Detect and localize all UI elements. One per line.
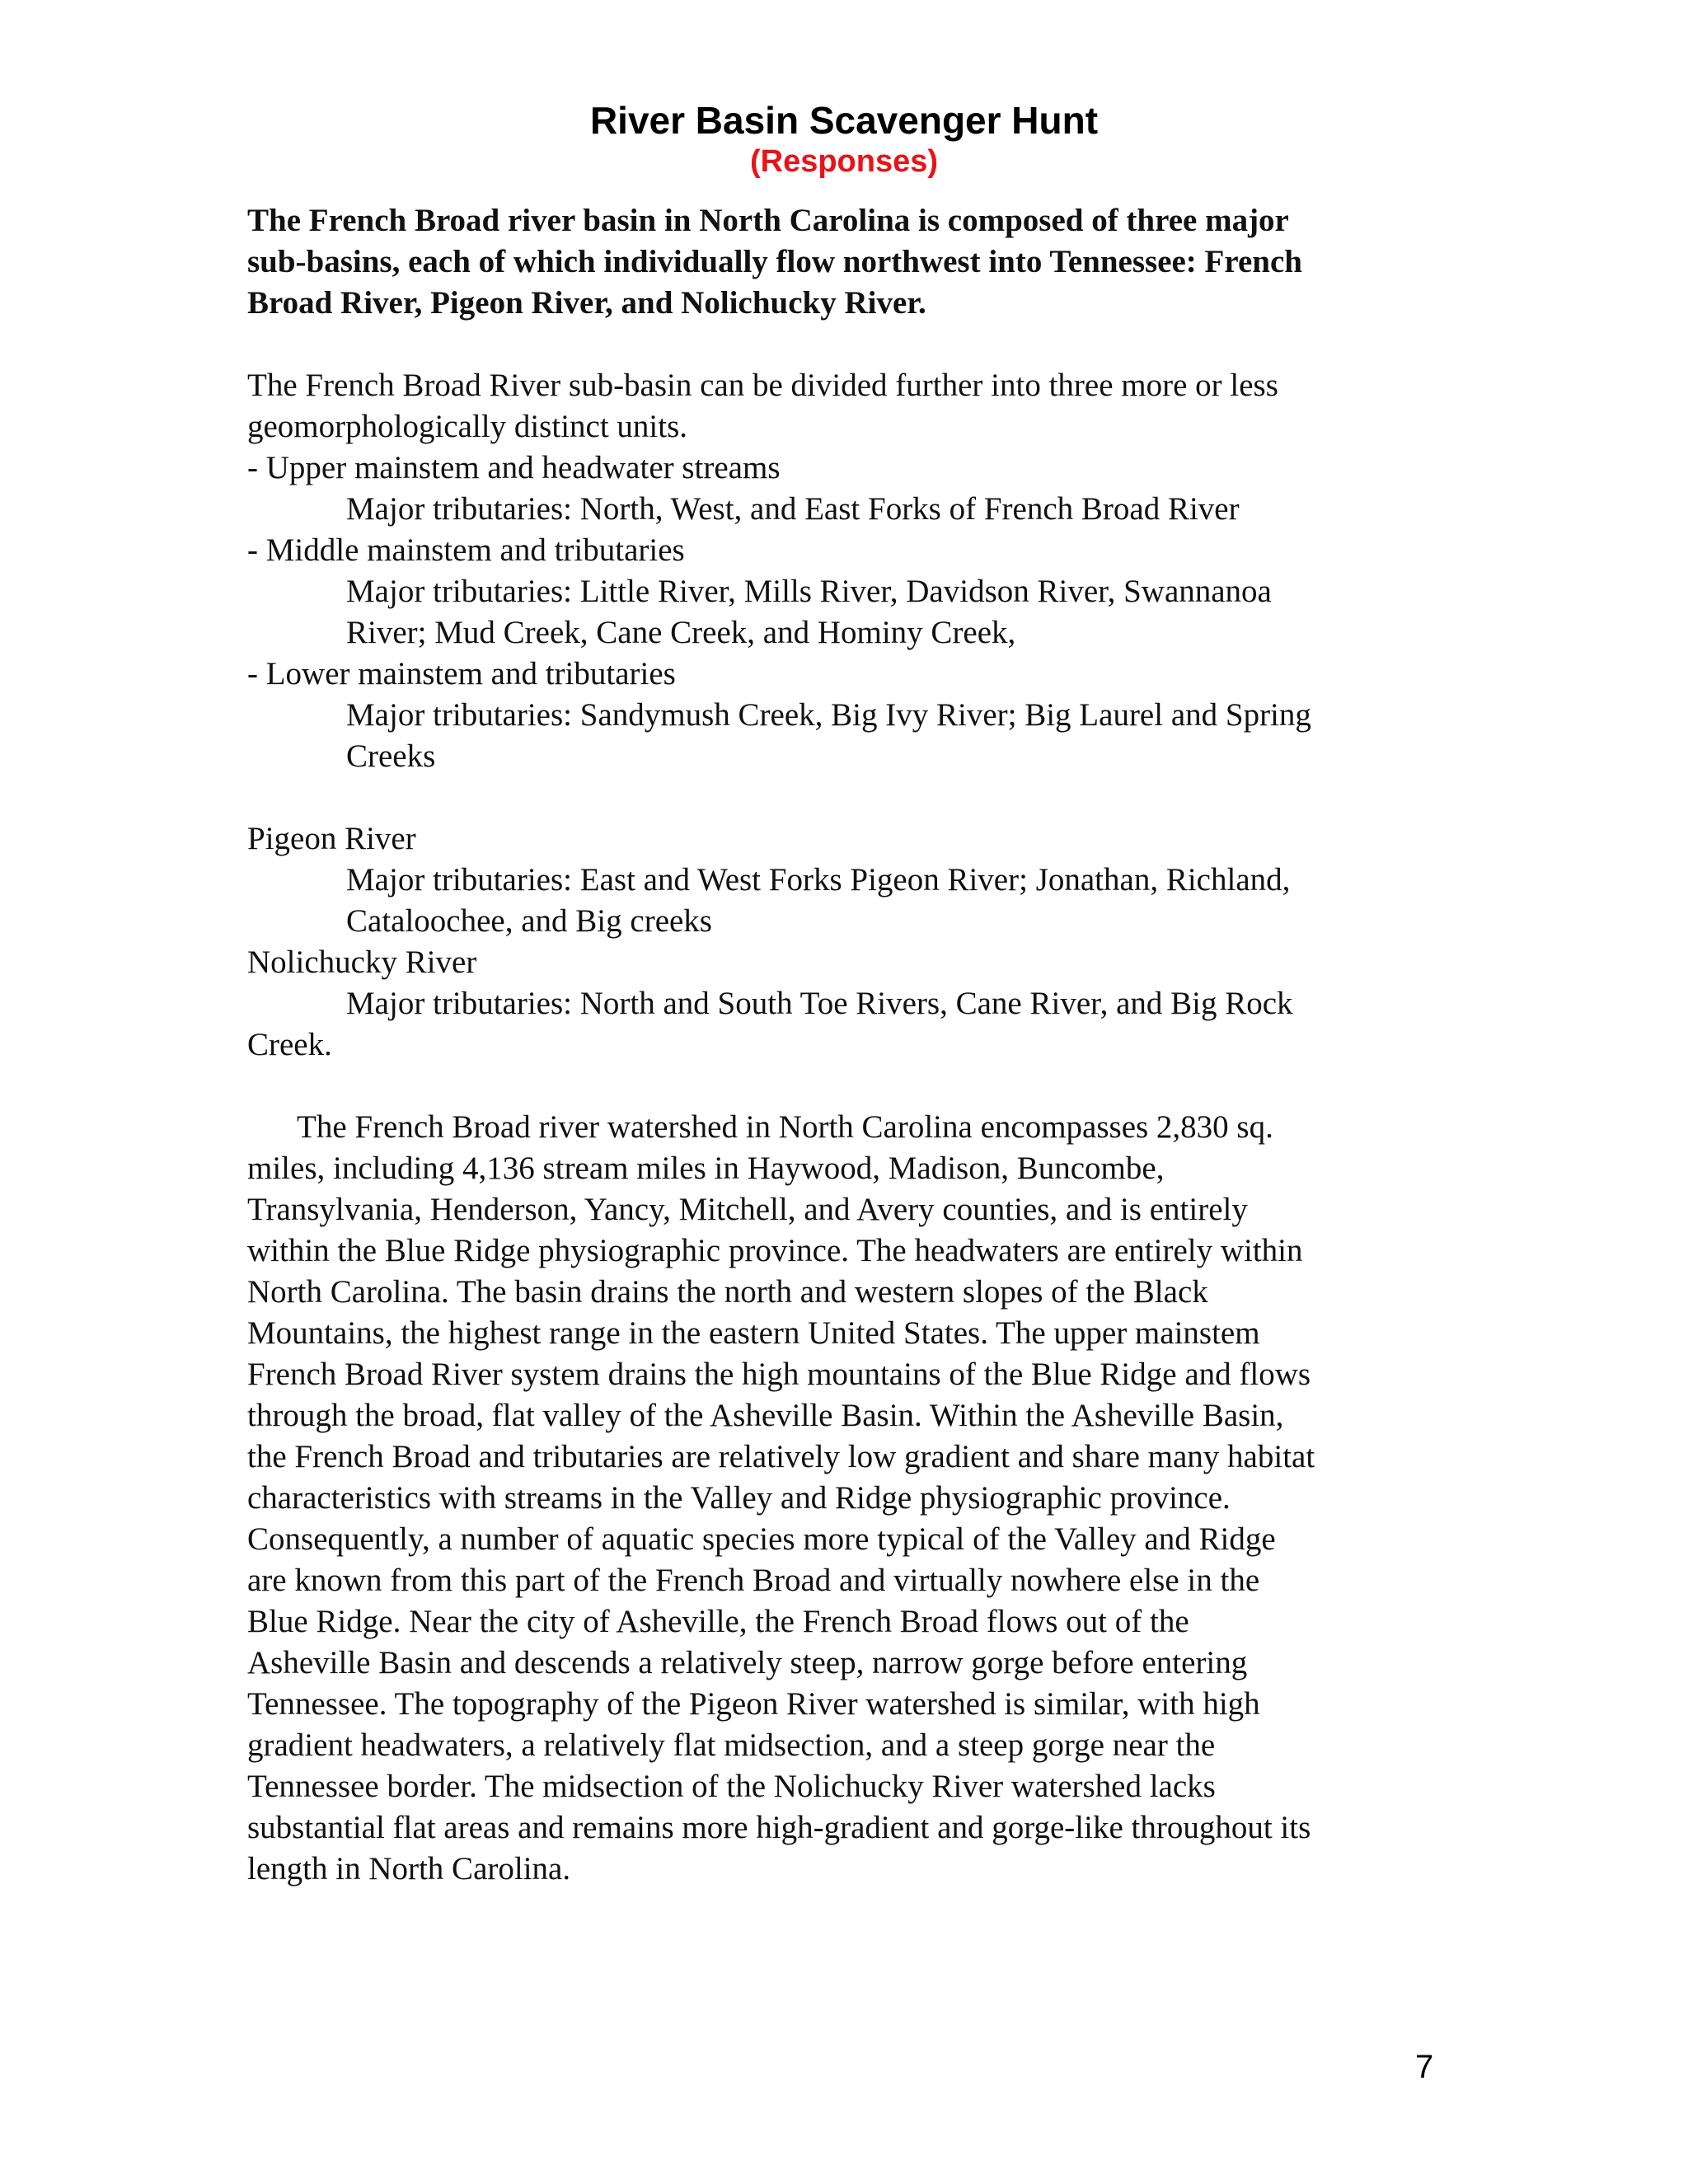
paragraph-gap (247, 324, 1451, 365)
paragraph-line: length in North Carolina. (247, 1851, 571, 1886)
document-body (247, 200, 1451, 1890)
paragraph-line: gradient headwaters, a relatively flat midsection, and a steep gorge near the (247, 1727, 1216, 1763)
tributaries-line: Major tributaries: North, West, and East Forks of French Broad River (346, 491, 1240, 527)
unit-heading: - Lower mainstem and tributaries (247, 656, 676, 691)
intro-line: sub-basins, each of which individually flow northwest into Tennessee: French (247, 244, 1302, 279)
paragraph-line: Tennessee border. The midsection of the Nolichucky River watershed lacks (247, 1769, 1216, 1804)
tributaries-line: Major tributaries: Sandymush Creek, Big Ivy River; Big Laurel and Spring (346, 697, 1311, 733)
tributaries-line: Creek. (247, 1027, 332, 1062)
paragraph-line: Consequently, a number of aquatic species more typical of the Valley and Ridge (247, 1521, 1276, 1557)
tributaries-line: Major tributaries: North and South Toe Rivers, Cane River, and Big Rock (346, 986, 1293, 1021)
intro-line: The French Broad river basin in North Carolina is composed of three major (247, 203, 1289, 238)
paragraph-line: Mountains, the highest range in the eastern United States. The upper mainstem (247, 1315, 1260, 1351)
tributaries-line: Creeks (346, 738, 436, 774)
paragraph-line: Blue Ridge. Near the city of Asheville, the French Broad flows out of the (247, 1604, 1189, 1639)
paragraph-line: Transylvania, Henderson, Yancy, Mitchell, and Avery counties, and is entirely (247, 1192, 1248, 1227)
section-line: geomorphologically distinct units. (247, 409, 688, 444)
tributaries-line: Cataloochee, and Big creeks (346, 903, 712, 939)
unit-heading: - Middle mainstem and tributaries (247, 532, 685, 568)
paragraph-gap (247, 777, 1451, 818)
page-subtitle: (Responses) (749, 144, 939, 179)
paragraph-line: French Broad River system drains the high mountains of the Blue Ridge and flows (247, 1357, 1311, 1392)
paragraph-line: Asheville Basin and descends a relatively steep, narrow gorge before entering (247, 1645, 1248, 1680)
paragraph-gap (247, 1066, 1451, 1107)
paragraph-line: miles, including 4,136 stream miles in Haywood, Madison, Buncombe, (247, 1151, 1165, 1186)
paragraph-line: through the broad, flat valley of the Asheville Basin. Within the Asheville Basin, (247, 1398, 1284, 1433)
watershed-paragraph (247, 1107, 1451, 1890)
french-broad-section (247, 365, 1451, 777)
page-title: River Basin Scavenger Hunt (589, 99, 1099, 142)
page-number: 7 (1415, 2049, 1434, 2085)
intro-line: Broad River, Pigeon River, and Nolichucky River. (247, 285, 926, 321)
section-line: The French Broad River sub-basin can be divided further into three more or less (247, 368, 1278, 403)
paragraph-line: characteristics with streams in the Valley and Ridge physiographic province. (247, 1480, 1231, 1516)
tributaries-line: Major tributaries: Little River, Mills River, Davidson River, Swannanoa (346, 574, 1272, 609)
paragraph-line: substantial flat areas and remains more high-gradient and gorge-like throughout its (247, 1810, 1311, 1845)
intro-paragraph (247, 200, 1451, 324)
paragraph-line: the French Broad and tributaries are relatively low gradient and share many habitat (247, 1439, 1315, 1474)
unit-heading: - Upper mainstem and headwater streams (247, 450, 781, 485)
pigeon-section (247, 818, 1451, 942)
river-heading: Pigeon River (247, 821, 416, 856)
paragraph-line: within the Blue Ridge physiographic province. The headwaters are entirely within (247, 1233, 1303, 1268)
tributaries-line: Major tributaries: East and West Forks Pigeon River; Jonathan, Richland, (346, 862, 1291, 898)
paragraph-line: The French Broad river watershed in North Carolina encompasses 2,830 sq. (297, 1109, 1273, 1145)
paragraph-line: are known from this part of the French Broad and virtually nowhere else in the (247, 1563, 1260, 1598)
paragraph-line: North Carolina. The basin drains the north and western slopes of the Black (247, 1274, 1208, 1310)
river-heading: Nolichucky River (247, 944, 477, 980)
tributaries-line: River; Mud Creek, Cane Creek, and Hominy Creek, (346, 615, 1016, 650)
nolichucky-section (247, 942, 1451, 1066)
paragraph-line: Tennessee. The topography of the Pigeon River watershed is similar, with high (247, 1686, 1260, 1722)
